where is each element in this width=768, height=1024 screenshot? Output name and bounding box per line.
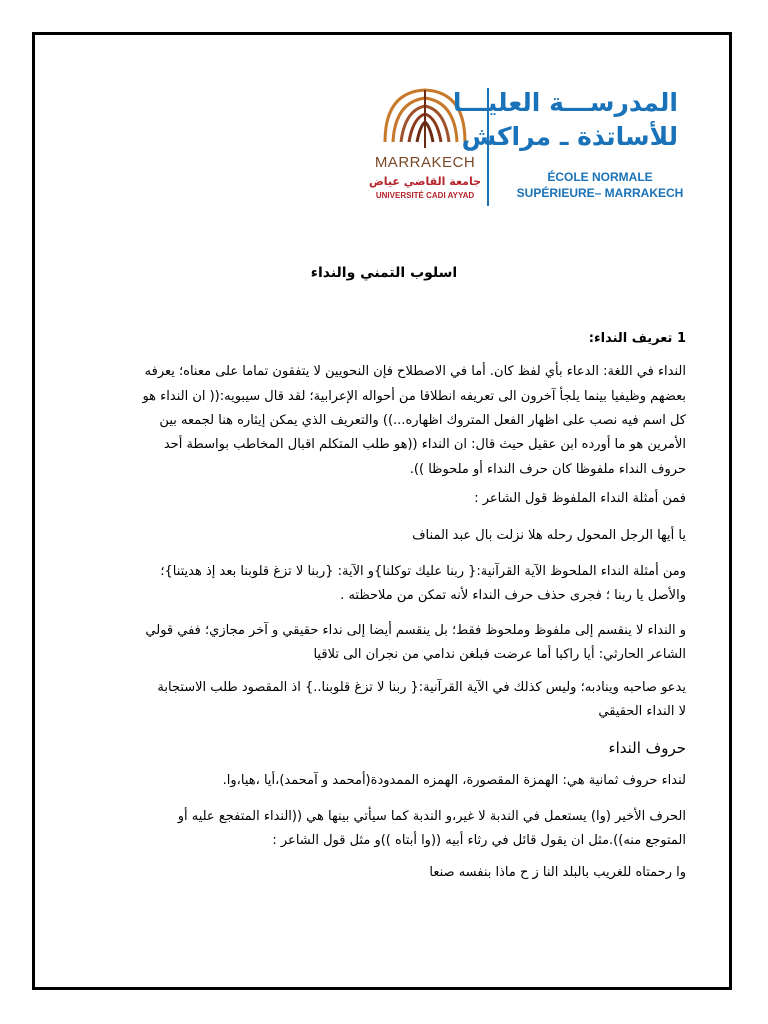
paragraph-line: يدعو صاحبه وينادبه؛ وليس كذلك في الآية القرآنية:{ ربنا لا تزغ قلوبنا..} اذ المقصود طلب الاستجابة: [157, 680, 686, 695]
paragraph-line: الحرف الأخير (وا) يستعمل في الندبة لا غير،و الندبة كما سيأتي بينها هي ((النداء المتفجع عليه أو: [177, 809, 686, 824]
school-name-arabic-line1: المدرســـة العليـــا: [452, 88, 678, 117]
paragraph-line: والأصل يا ربنا ؛ فجرى حذف حرف النداء لأنه تمكن من ملاحظته .: [340, 588, 686, 603]
poem-line: وا رحمتاه للغريب بالبلد النا ز ح ماذا بنفسه صنعا: [429, 865, 686, 880]
paragraph-line: كل اسم فيه نصب على اظهار الفعل المتروك اظهاره...)) والتعريف الذي يمكن إيثاره هنا لجمعه بين: [159, 413, 686, 428]
school-name-french-line1: ÉCOLE NORMALE: [547, 170, 653, 184]
section-heading-vocative-letters: حروف النداء: [608, 739, 686, 757]
logo-university-french: UNIVERSITÉ CADI AYYAD: [375, 191, 475, 200]
paragraph-line: فمن أمثلة النداء الملفوظ قول الشاعر :: [474, 491, 686, 506]
paragraph-line: النداء في اللغة: الدعاء بأي لفظ كان. أما في الاصطلاح فإن النحويين لا يتفقون تماما على معناه؛ يعرفه: [144, 364, 686, 379]
section-heading-definition: 1 تعريف النداء:: [588, 331, 686, 346]
paragraph-line: الشاعر الحارثي: أيا راكبا أما عرضت فبلغن ندامي من نجران الى تلاقيا: [313, 647, 686, 662]
paragraph-line: لنداء حروف ثمانية هي: الهمزة المقصورة، الهمزه الممدودة(أمحمد و آمحمد)،أيا ،هيا،وا.: [222, 773, 686, 788]
paragraph-line: ومن أمثلة النداء الملحوظ الآية القرآنية:{ ربنا عليك توكلنا}و الآية: {ربنا لا تزغ قلوبنا بعد إذ هديتنا}؛: [160, 564, 686, 579]
school-name-french-line2: SUPÉRIEURE– MARRAKECH: [516, 186, 684, 200]
paragraph-line: و النداء لا ينقسم إلى ملفوظ وملحوظ فقط؛ بل ينقسم أيضا إلى نداء حقيقي و آخر مجازي؛ ففي قولي: [145, 623, 686, 638]
paragraph-line: الأمرين هو ما أورده ابن عقيل حيث قال: ان النداء ((هو طلب المتكلم اقبال المخاطب بواسطة أحد: [163, 437, 686, 452]
poem-line: يا أيها الرجل المحول رحله هلا نزلت بال عبد المناف: [412, 528, 686, 543]
school-name-arabic-line2: للأساتذة ـ مراكش: [461, 122, 678, 151]
paragraph-line: حروف النداء ملفوظا كان حرف النداء أو ملحوظا )).: [409, 462, 686, 477]
logo-university-arabic: جامعة القاضي عياض: [368, 175, 482, 188]
document-title: اسلوب التمني والنداء: [310, 265, 458, 281]
paragraph-line: بعضهم وظيفيا بينما يلجأ آخرون الى تعريفه انطلاقا من أحواله الإعرابية؛ لقد قال سيبويه:(( ان النداء هو: [142, 389, 686, 404]
paragraph-line: لا النداء الحقيقي: [598, 704, 686, 719]
paragraph-line: المتوجع منه)).مثل ان يقول قائل في رثاء أبيه ((وا أبتاه ))و مثل قول الشاعر :: [272, 833, 686, 848]
logo-city-label: MARRAKECH: [374, 154, 476, 171]
